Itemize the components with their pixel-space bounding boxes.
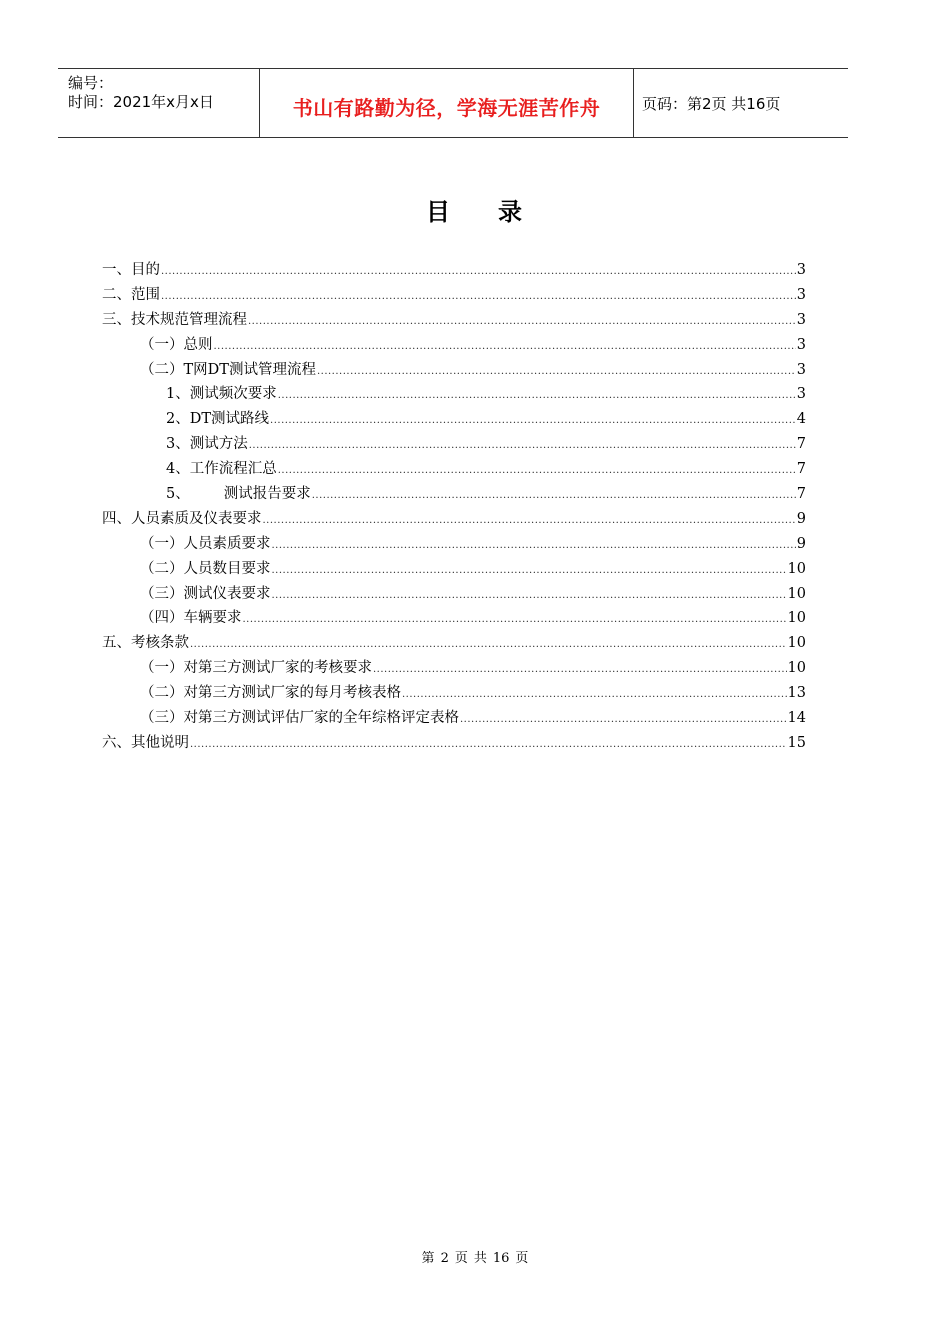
toc-entry[interactable] xyxy=(102,557,806,582)
toc-leader-dots xyxy=(272,540,796,551)
toc-entry-page: 10 xyxy=(787,635,806,652)
footer-ye: 页 xyxy=(454,1251,468,1266)
toc-leader-dots xyxy=(373,664,787,675)
toc-entry[interactable] xyxy=(102,308,806,333)
footer-page-number: 2 xyxy=(440,1251,449,1266)
page-footer xyxy=(0,1247,950,1266)
toc-leader-dots xyxy=(270,415,796,426)
toc-leader-dots xyxy=(249,440,796,451)
toc-entry-page: 10 xyxy=(787,610,806,627)
toc-entry-label: （三）测试仪表要求 xyxy=(140,585,271,602)
toc-entry-label: 2、DT测试路线 xyxy=(166,411,270,428)
toc-leader-dots xyxy=(272,565,787,576)
toc-entry[interactable] xyxy=(102,432,806,457)
toc-leader-dots xyxy=(214,341,796,352)
toc-entry[interactable] xyxy=(102,358,806,383)
footer-ye: 页 xyxy=(515,1251,529,1266)
toc-entry-page: 3 xyxy=(796,361,806,378)
toc-entry[interactable] xyxy=(102,507,806,532)
toc-entry-label: （三）对第三方测试评估厂家的全年综格评定表格 xyxy=(140,710,459,727)
toc-leader-dots xyxy=(317,366,796,377)
footer-gong: 共 xyxy=(473,1251,487,1266)
toc-entry-label: （四）车辆要求 xyxy=(140,610,242,627)
toc-entry-page: 3 xyxy=(796,286,806,303)
toc-entry-page: 3 xyxy=(796,336,806,353)
toc-entry[interactable] xyxy=(102,382,806,407)
toc-entry-page: 13 xyxy=(787,685,806,702)
document-code-label: 编号： xyxy=(68,74,114,92)
toc-entry-label xyxy=(166,482,311,503)
table-of-contents xyxy=(102,258,806,756)
toc-entry-number: 5、 xyxy=(166,486,190,503)
toc-entry-page: 7 xyxy=(796,486,806,503)
toc-entry[interactable] xyxy=(102,333,806,358)
toc-entry[interactable] xyxy=(102,656,806,681)
toc-leader-dots xyxy=(161,266,796,277)
toc-entry-page: 3 xyxy=(796,386,806,403)
toc-leader-dots xyxy=(248,316,796,327)
toc-entry-page: 3 xyxy=(796,262,806,278)
toc-entry-page: 10 xyxy=(787,560,806,577)
toc-entry-page: 9 xyxy=(796,535,806,552)
toc-leader-dots xyxy=(272,590,787,601)
toc-entry-label: 1、测试频次要求 xyxy=(166,386,277,403)
toc-leader-dots xyxy=(263,515,796,526)
toc-entry[interactable] xyxy=(102,283,806,308)
toc-entry-label: （二）对第三方测试厂家的每月考核表格 xyxy=(140,685,401,702)
toc-entry-label: 4、工作流程汇总 xyxy=(166,461,277,478)
toc-title xyxy=(0,192,950,227)
toc-entry[interactable] xyxy=(102,457,806,482)
toc-leader-dots xyxy=(460,714,787,725)
toc-entry[interactable] xyxy=(102,731,806,756)
toc-entry[interactable] xyxy=(102,258,806,283)
toc-entry-page: 7 xyxy=(796,461,806,478)
toc-entry[interactable] xyxy=(102,582,806,607)
toc-entry[interactable] xyxy=(102,706,806,731)
toc-entry-page: 14 xyxy=(787,710,806,727)
header-motto: 书山有路勤为径，学海无涯苦作舟 xyxy=(292,96,601,120)
toc-entry-label: 一、目的 xyxy=(102,262,160,278)
toc-entry[interactable] xyxy=(102,532,806,557)
toc-leader-dots xyxy=(161,291,796,302)
toc-entry-label: （一）总则 xyxy=(140,336,213,353)
footer-total-pages: 16 xyxy=(492,1251,510,1266)
toc-entry-page: 7 xyxy=(796,436,806,453)
header-page-cell xyxy=(634,69,848,137)
toc-entry-label: 四、人员素质及仪表要求 xyxy=(102,510,262,527)
toc-leader-dots xyxy=(312,490,796,501)
toc-entry-label: 五、考核条款 xyxy=(102,635,189,652)
toc-title-right: 录 xyxy=(498,198,524,226)
toc-entry-page: 4 xyxy=(796,411,806,428)
toc-leader-dots xyxy=(402,689,787,700)
toc-leader-dots xyxy=(190,739,787,750)
header-info-cell xyxy=(58,69,260,137)
header-page-number: 页码：第2页 共16页 xyxy=(642,95,781,113)
toc-leader-dots xyxy=(278,390,796,401)
toc-title-left: 目 xyxy=(426,198,452,226)
footer-di: 第 xyxy=(421,1251,435,1266)
toc-entry-label: 3、测试方法 xyxy=(166,436,248,453)
toc-entry[interactable] xyxy=(102,407,806,432)
toc-entry[interactable] xyxy=(102,681,806,706)
toc-leader-dots xyxy=(278,465,796,476)
document-time-label: 时间：2021年x月x日 xyxy=(68,93,214,111)
toc-leader-dots xyxy=(243,614,787,625)
toc-entry-label: （二）人员数目要求 xyxy=(140,560,271,577)
toc-entry-label: 六、其他说明 xyxy=(102,734,189,751)
toc-entry-label: （二）T网DT测试管理流程 xyxy=(140,361,316,378)
toc-entry[interactable] xyxy=(102,631,806,656)
toc-entry-page: 15 xyxy=(787,734,806,751)
toc-entry-label: （一）人员素质要求 xyxy=(140,535,271,552)
toc-entry-label: （一）对第三方测试厂家的考核要求 xyxy=(140,660,372,677)
toc-entry-page: 9 xyxy=(796,510,806,527)
header-motto-cell xyxy=(260,69,634,137)
toc-entry-text: 测试报告要求 xyxy=(223,486,311,503)
toc-entry-label: 二、范围 xyxy=(102,286,160,303)
page-header xyxy=(58,68,848,138)
toc-entry-page: 10 xyxy=(787,585,806,602)
toc-entry[interactable] xyxy=(102,606,806,631)
toc-entry-page: 10 xyxy=(787,660,806,677)
toc-entry[interactable] xyxy=(102,482,806,507)
toc-leader-dots xyxy=(190,639,787,650)
toc-entry-label: 三、技术规范管理流程 xyxy=(102,311,247,328)
toc-entry-page: 3 xyxy=(796,311,806,328)
